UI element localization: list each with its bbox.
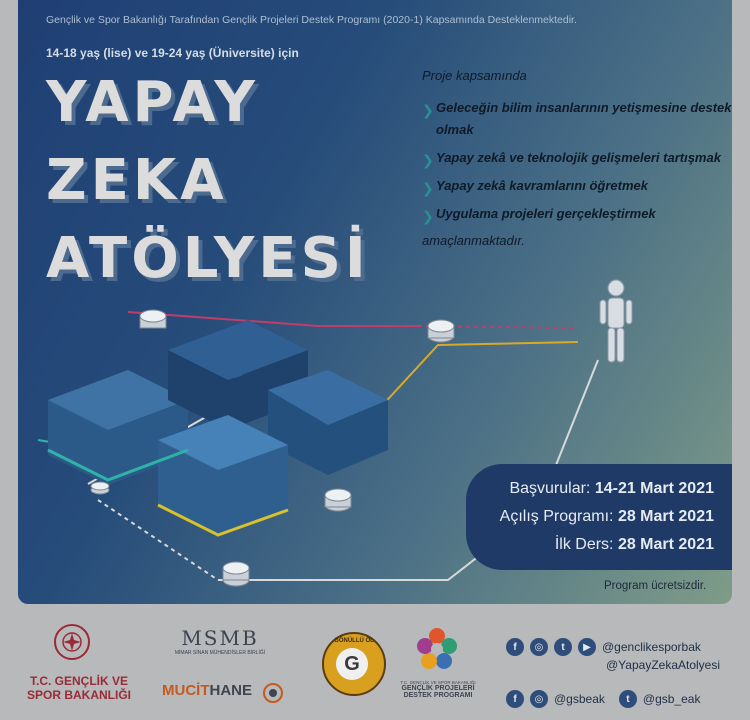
instagram-icon[interactable]: ◎	[530, 638, 548, 656]
opening-label: Açılış Programı:	[499, 508, 614, 525]
applications-label: Başvurular:	[509, 480, 591, 497]
instagram-icon[interactable]: ◎	[530, 690, 548, 708]
mucithane-mark-icon	[262, 682, 284, 704]
scope-item-text: Uygulama projeleri gerçekleştirmek	[436, 206, 656, 221]
gpdp-line-2: DESTEK PROGRAMI	[403, 692, 473, 699]
handle-genclikesporbak[interactable]: @genclikesporbak	[602, 640, 701, 654]
gonullu-text: GÖNÜLLÜ OL	[334, 638, 374, 644]
title-line-1: YAPAY	[46, 70, 259, 135]
scope-item-text: Yapay zekâ ve teknolojik gelişmeleri tartışmak	[436, 150, 721, 165]
chevron-right-icon: ❯	[422, 102, 434, 118]
youtube-icon[interactable]: ▶	[578, 638, 596, 656]
handle-gsbeak[interactable]: @gsbeak	[554, 692, 605, 706]
ministry-logo-icon	[52, 622, 92, 666]
scope-item	[422, 147, 732, 169]
ministry-logo-text	[20, 674, 138, 702]
twitter-icon[interactable]: t	[554, 638, 572, 656]
age-note: 14-18 yaş (lise) ve 19-24 yaş (Üniversite) için	[46, 46, 299, 60]
title-line-3: ATÖLYESİ	[46, 226, 370, 291]
facebook-icon[interactable]: f	[506, 638, 524, 656]
dates-panel	[466, 464, 732, 570]
msmb-abbr: MSMB	[181, 626, 259, 650]
msmb-logo	[160, 626, 280, 656]
first-lesson-value: 28 Mart 2021	[617, 536, 714, 553]
project-scope	[422, 68, 732, 248]
mucit-text: MUCİT	[162, 682, 210, 699]
robot-figure	[600, 280, 632, 362]
title-line-2: ZEKA	[46, 148, 228, 213]
chevron-right-icon: ❯	[422, 180, 434, 196]
gonullu-logo	[322, 632, 386, 696]
first-lesson-label: İlk Ders:	[554, 536, 614, 553]
twitter-icon[interactable]: t	[619, 690, 637, 708]
social-row-2	[506, 690, 700, 708]
gonullu-letter: G	[336, 648, 368, 680]
chevron-right-icon: ❯	[422, 208, 434, 224]
mucithane-logo	[162, 682, 252, 699]
msmb-full: MİMAR SİNAN MÜHENDİSLER BİRLİĞİ	[174, 650, 266, 656]
free-note: Program ücretsizdir.	[604, 580, 707, 592]
gpdp-text	[398, 680, 478, 699]
ministry-line-2: SPOR BAKANLIĞI	[26, 688, 131, 702]
gpdp-line-1: GENÇLİK PROJELERİ	[401, 685, 475, 692]
ministry-line-1: T.C. GENÇLİK VE	[29, 674, 128, 688]
handle-yapayzekaatolyesi[interactable]: @YapayZekaAtolyesi	[606, 658, 721, 672]
opening-value: 28 Mart 2021	[617, 508, 714, 525]
scope-outro: amaçlanmaktadır.	[422, 233, 525, 248]
sponsor-footer	[0, 604, 750, 720]
chevron-right-icon: ❯	[422, 152, 434, 168]
hane-text: HANE	[209, 682, 253, 699]
social-row-1	[506, 638, 701, 656]
applications-date	[509, 480, 714, 498]
gpdp-line-0: T.C. GENÇLİK VE SPOR BAKANLIĞI	[400, 680, 476, 685]
handle-gsb-eak[interactable]: @gsb_eak	[642, 692, 701, 706]
scope-item-text: Yapay zekâ kavramlarını öğretmek	[436, 178, 648, 193]
scope-item	[422, 203, 732, 225]
gpdp-logo-icon	[412, 624, 462, 674]
scope-item	[422, 97, 732, 141]
scope-intro: Proje kapsamında	[422, 68, 527, 83]
facebook-icon[interactable]: f	[506, 690, 524, 708]
scope-item	[422, 175, 732, 197]
program-note: Gençlik ve Spor Bakanlığı Tarafından Gençlik Projeleri Destek Programı (2020-1) Kapsamında Desteklenmektedir.	[46, 14, 577, 26]
first-lesson-date	[555, 536, 714, 554]
opening-date	[500, 508, 714, 526]
applications-value: 14-21 Mart 2021	[594, 480, 714, 497]
scope-item-text: Geleceğin bilim insanlarının yetişmesine destek olmak	[436, 100, 732, 137]
poster	[18, 0, 732, 604]
